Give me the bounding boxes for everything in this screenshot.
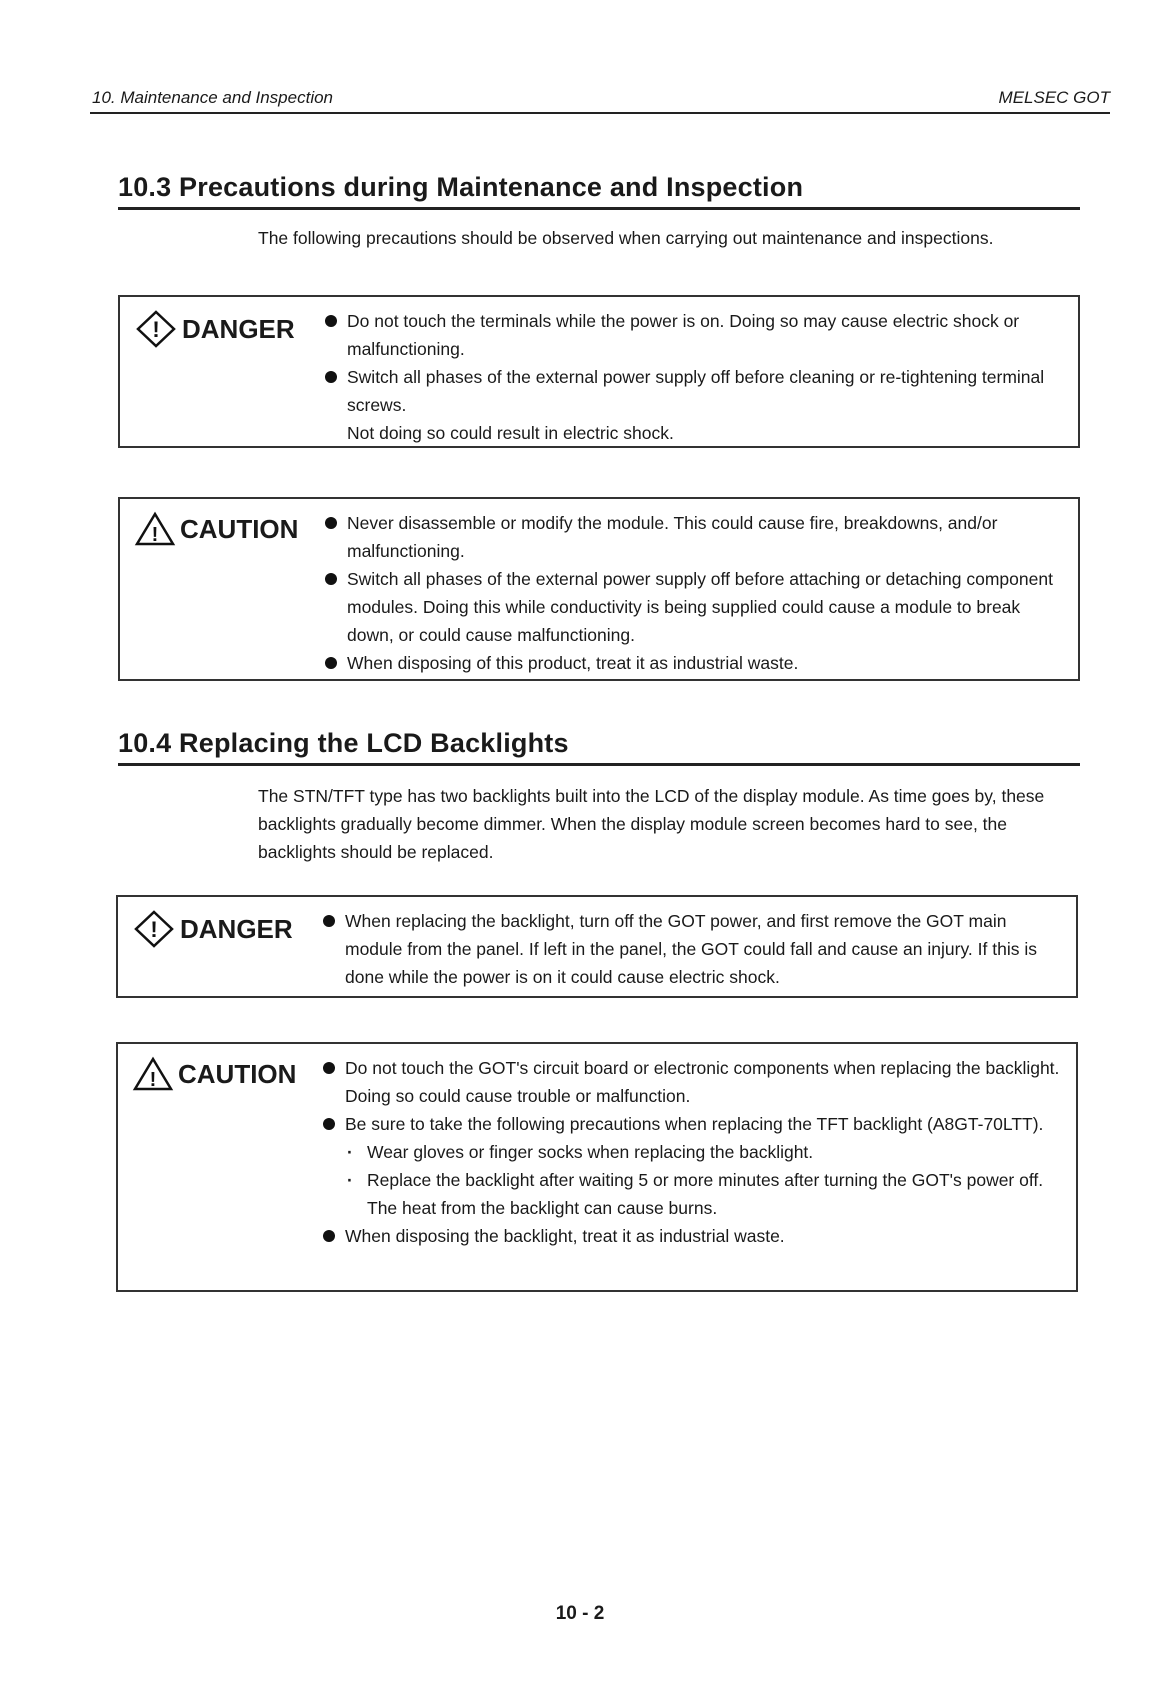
bullet-icon [323, 1230, 335, 1242]
caution-label [132, 1056, 296, 1092]
section-intro: The STN/TFT type has two backlights built into the LCD of the display module. As time goes by, these backlights gradually become dimmer. When the display module screen becomes hard to see, the backlights should be replaced. [258, 786, 1045, 862]
danger-box [116, 895, 1078, 998]
list-item: Switch all phases of the external power supply off before attaching or detaching component modules. Doing this while conductivity is being supplied could cause a module to break down, or could cause malfunctioning. [325, 565, 1064, 649]
bullet-icon [323, 1062, 335, 1074]
section-intro: The following precautions should be observed when carrying out maintenance and inspections. [258, 228, 994, 248]
section-rule [118, 763, 1080, 766]
svg-text:!: ! [151, 524, 159, 546]
section-title-10-4: 10.4 Replacing the LCD Backlights [118, 728, 569, 758]
svg-text:!: ! [149, 1069, 157, 1091]
danger-label-text: DANGER [182, 313, 295, 344]
svg-text:!: ! [152, 317, 160, 342]
caution-label-text: CAUTION [178, 1058, 297, 1089]
danger-diamond-icon [134, 309, 178, 349]
sub-list-item: · Replace the backlight after waiting 5 or more minutes after turning the GOT's power off. The heat from the backlight can cause burns. [323, 1166, 1062, 1222]
bullet-icon [325, 573, 337, 585]
bullet-icon [323, 915, 335, 927]
danger-box [118, 295, 1080, 448]
bullet-icon [323, 1118, 335, 1130]
svg-text:!: ! [150, 917, 158, 942]
list-item: Switch all phases of the external power supply off before cleaning or re-tightening terminal screws. [325, 363, 1064, 419]
list-item: Be sure to take the following precautions when replacing the TFT backlight (A8GT-70LTT). [323, 1110, 1062, 1138]
section-rule [118, 207, 1080, 210]
caution-label-text: CAUTION [180, 513, 299, 544]
danger-diamond-icon [132, 909, 176, 949]
danger-items [325, 307, 1064, 447]
section-title-10-3: 10.3 Precautions during Maintenance and Inspection [118, 172, 804, 202]
list-item: When disposing the backlight, treat it as industrial waste. [323, 1222, 1062, 1250]
list-item: Do not touch the GOT's circuit board or electronic components when replacing the backlight. Doing so could cause trouble or malfunction. [323, 1054, 1062, 1110]
list-item: When replacing the backlight, turn off the GOT power, and first remove the GOT main module from the panel. If left in the panel, the GOT could fall and cause an injury. If this is done while the power is on it could cause electric shock. [323, 907, 1062, 991]
caution-items [325, 509, 1064, 677]
danger-note: Not doing so could result in electric shock. [347, 423, 674, 443]
bullet-icon [325, 371, 337, 383]
bullet-icon [325, 657, 337, 669]
sub-list-item: · Wear gloves or finger socks when replacing the backlight. [323, 1138, 1062, 1166]
running-header-product: MELSEC GOT [998, 88, 1110, 107]
caution-items [323, 1054, 1062, 1250]
list-item: When disposing of this product, treat it as industrial waste. [325, 649, 1064, 677]
danger-label [134, 309, 295, 349]
danger-label [132, 909, 293, 949]
running-header-chapter: 10. Maintenance and Inspection [92, 88, 334, 107]
bullet-icon [325, 517, 337, 529]
middot-icon: · [347, 1170, 353, 1190]
caution-box [118, 497, 1080, 681]
caution-box [116, 1042, 1078, 1292]
list-item: Never disassemble or modify the module. This could cause fire, breakdowns, and/or malfunctioning. [325, 509, 1064, 565]
caution-triangle-icon [134, 511, 176, 547]
caution-triangle-icon [132, 1056, 174, 1092]
list-item: Do not touch the terminals while the power is on. Doing so may cause electric shock or malfunctioning. [325, 307, 1064, 363]
danger-items [323, 907, 1062, 991]
page-number: 10 - 2 [555, 1603, 605, 1624]
middot-icon: · [347, 1142, 353, 1162]
header-rule [90, 112, 1110, 114]
bullet-icon [325, 315, 337, 327]
danger-label-text: DANGER [180, 913, 293, 944]
caution-label [134, 511, 298, 547]
